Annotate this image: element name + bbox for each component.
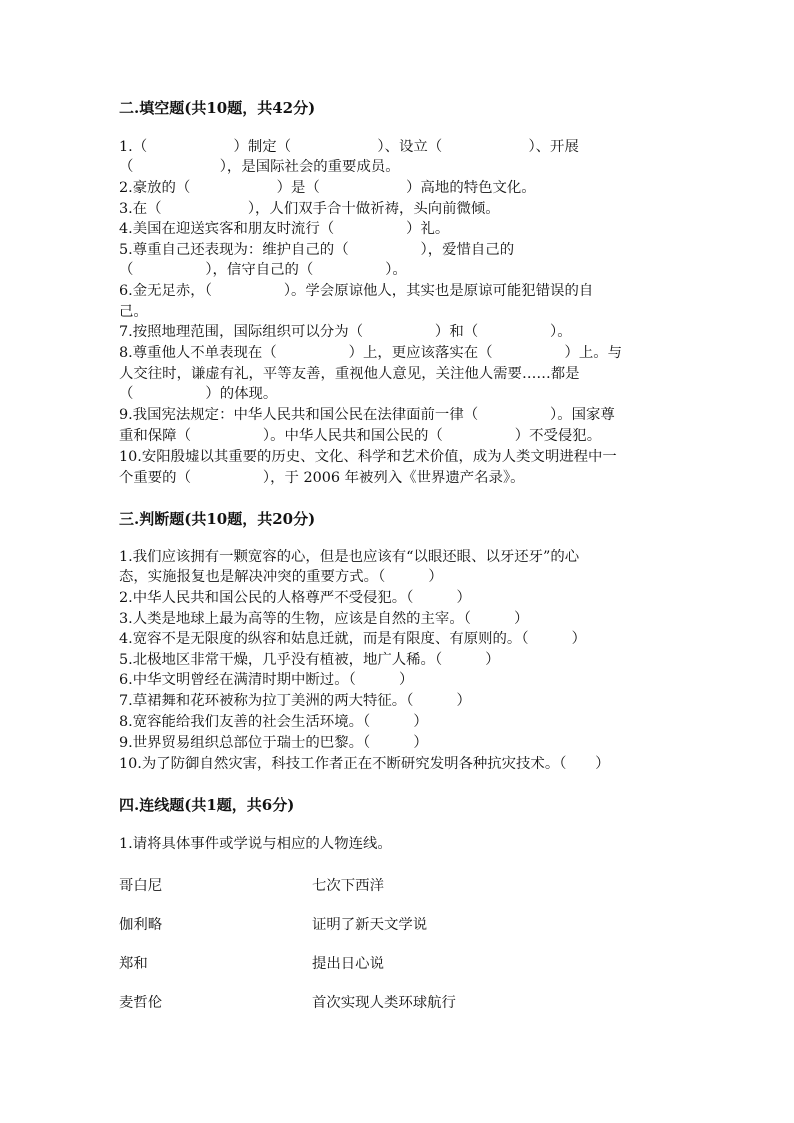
question-line: 2.中华人民共和国公民的人格尊严不受侵犯。（ ） [119,590,471,606]
question-line: 1.我们应该拥有一颗宽容的心，但是也应该有“以眼还眼、以牙还牙”的心 [119,549,580,565]
matching-event[interactable]: 提出日心说 [312,956,384,972]
question-line: 9.我国宪法规定：中华人民共和国公民在法律面前一律（ ）。国家尊 [119,407,615,423]
question-line: 1.（ ）制定（ ）、设立（ ）、开展 [119,139,579,155]
question-line: 人交往时，谦虚有礼，平等友善，重视他人意见，关注他人需要……都是 [119,366,580,382]
matching-event[interactable]: 七次下西洋 [312,878,384,894]
question-line: 3.在（ ），人们双手合十做祈祷，头向前微倾。 [119,201,500,217]
section-title-judgment: 三.判断题(共10题，共20分) [119,510,316,528]
matching-event[interactable]: 首次实现人类环球航行 [312,995,456,1011]
question-line: 5.尊重自己还表现为：维护自己的（ ），爱惜自己的 [119,242,515,258]
question-line: 态，实施报复也是解决冲突的重要方式。（ ） [119,569,443,585]
matching-person[interactable]: 麦哲伦 [119,995,163,1011]
matching-prompt: 1.请将具体事件或学说与相应的人物连线。 [119,836,392,852]
matching-event[interactable]: 证明了新天文学说 [312,917,428,933]
question-line: （ ），信守自己的（ ）。 [119,262,407,278]
matching-person[interactable]: 伽利略 [119,917,163,933]
question-line: 己。 [119,304,148,320]
section-title-fill-in: 二.填空题(共10题，共42分) [119,99,316,117]
question-line: （ ）的体现。 [119,386,278,402]
question-line: 8.尊重他人不单表现在（ ）上，更应该落实在（ ）上。与 [119,345,623,361]
question-line: 2.豪放的（ ）是（ ）高地的特色文化。 [119,180,536,196]
question-line: 4.美国在迎送宾客和朋友时流行（ ）礼。 [119,221,450,237]
question-line: 10.安阳殷墟以其重要的历史、文化、科学和艺术价值，成为人类文明进程中一 [119,449,617,465]
section-title-matching: 四.连线题(共1题，共6分) [119,796,295,814]
question-line: 重和保障（ ）。中华人民共和国公民的（ ）不受侵犯。 [119,428,602,444]
question-line: 个重要的（ ），于 2006 年被列入《世界遗产名录》。 [119,470,525,486]
question-line: 8.宽容能给我们友善的社会生活环境。（ ） [119,714,428,730]
matching-row [119,874,679,896]
question-line: 3.人类是地球上最为高等的生物，应该是自然的主宰。（ ） [119,611,529,627]
question-line: （ ），是国际社会的重要成员。 [119,159,400,175]
matching-row [119,991,679,1013]
matching-person[interactable]: 哥白尼 [119,878,163,894]
question-line: 10.为了防御自然灾害，科技工作者正在不断研究发明各种抗灾技术。（ ） [119,756,610,772]
question-line: 5.北极地区非常干燥，几乎没有植被，地广人稀。（ ） [119,652,500,668]
question-line: 6.金无足赤，（ ）。学会原谅他人，其实也是原谅可能犯错误的自 [119,283,594,299]
matching-row [119,913,679,935]
matching-row [119,952,679,974]
question-line: 7.草裙舞和花环被称为拉丁美洲的两大特征。（ ） [119,693,471,709]
question-line: 6.中华文明曾经在满清时期中断过。（ ） [119,672,414,688]
question-line: 9.世界贸易组织总部位于瑞士的巴黎。（ ） [119,735,428,751]
question-line: 7.按照地理范围，国际组织可以分为（ ）和（ ）。 [119,324,572,340]
matching-person[interactable]: 郑和 [119,956,148,972]
question-line: 4.宽容不是无限度的纵容和姑息迁就，而是有限度、有原则的。（ ） [119,631,587,647]
